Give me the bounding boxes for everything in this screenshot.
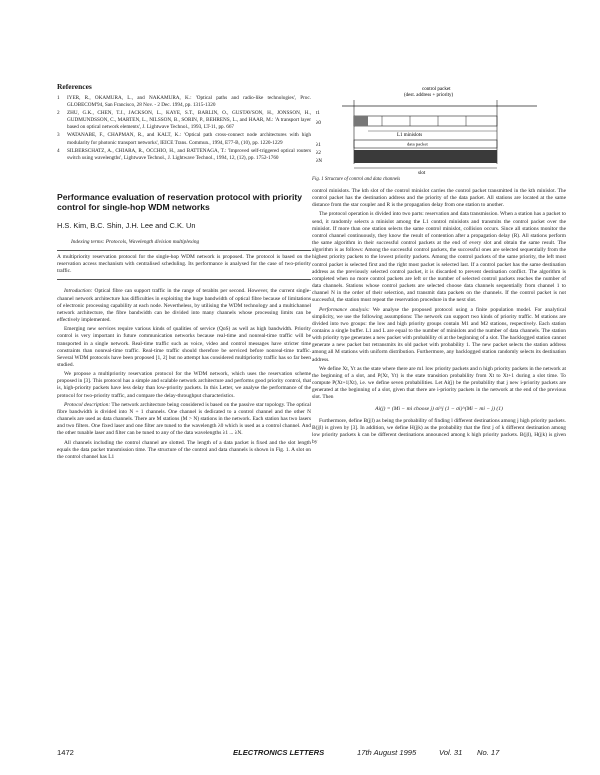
left-column xyxy=(57,82,311,463)
figure-caption: Fig. 1 Structure of control and data channels xyxy=(312,177,401,182)
body-paragraph: control minislots. The kth slot of the control minislot carries the control packet transmitted in the kth minislot. The control packet has the destination address and the priority of the data packet. All stations are located at the same distance from the star coupler and R is the propagation delay from one station to another. xyxy=(312,188,566,209)
indexing-terms: Indexing terms: Protocols, Wavelength division multiplexing xyxy=(71,238,200,245)
fig-data-slots xyxy=(354,150,497,163)
body-paragraph: We propose a multipriority reservation protocol for the WDM network, which uses the reservation scheme proposed in [3]. This protocol has a simple and scalable network architecture and performs good priority control, that is, high-priority packets have less delay than low-priority packets. In this Letter, we analyse the performance of the protocol for two-priority traffic, and compare the delay-throughput characteristics. xyxy=(57,371,311,399)
page-footer xyxy=(57,748,566,760)
fig-label-lambda0: λ0 xyxy=(316,121,321,126)
equation-1: Ai(j) = (Mi − mi choose j) σi^j (1 − σi)^(Mi − mi − j) (1) xyxy=(375,405,503,412)
fig-label-slot: slot xyxy=(418,171,426,176)
fig-control-channel xyxy=(354,116,497,126)
page-number: 1472 xyxy=(57,748,74,757)
body-paragraph: Introduction: Optical fibre can support traffic in the range of terabits per second. However, the current single-channel network architecture has difficulties in exploiting the huge bandwidth of optical fibre because of limitations of electronic processing capability at each node. Nevertheless, by utilising the WDM technology and a multichannel network architecture, the fibre bandwidth can be divided into many channels whose processing limits can be effectively implemented. xyxy=(57,288,311,324)
fig-label-lambda2: λ2 xyxy=(316,151,321,156)
body-paragraph: Performance analysis: We analyse the proposed protocol using a finite population model. For analytical simplicity, we use the following assumptions: The network can support two kinds of priority traffic. M stations are divided into two groups: the low and high priority groups contain M1 and M2 stations, respectively. Each station contains a single buffer. L1 and L are equal to the number of minislots and the number of data channels. The station with priority type generates a new packet with probability σi at the beginning of a slot. The backlogged station cannot generate a new packet but retransmits its old packet with probability 1. The new packet selects the station address among all M stations with uniform distribution. Furthermore, any backlogged station randomly selects its destination address. xyxy=(312,306,567,363)
body-paragraph: Furthermore, define B(j|l) as being the probability of finding l different destinations among j high priority packets. B(j|l) is given by [3]. In addition, we define H(j|k) as the probability that the first j of k different destination among low priority packets k can be different destinations announced among k high priority packets. B(j|l), H(j|k) is given by xyxy=(312,417,566,445)
fig-label-lambdaN: λN xyxy=(316,159,323,164)
references-heading: References xyxy=(57,82,92,91)
reference-item: 3 WATANABE, F., CHAPMAN, R., and KALT, K.: 'Optical path cross-connect node architectures with high modularity for photonic transport networks', IEICE Trans. Commun., 1994, E77-B, (10), pp. 1220-1229 xyxy=(57,132,311,146)
figure-1 xyxy=(312,84,566,188)
issue-date: 17th August 1995 xyxy=(357,748,417,757)
reference-item: 1 IYER, R., OKAMURA, L., and NAKAMURA, K.: 'Optical paths and radio-like technologies', Proc. GLOBECOM'94, San Francisco, 28 Nov. - 2 Dec. 1994, pp. 1315-1320 xyxy=(57,95,311,109)
body-paragraph: Emerging new services require various kinds of qualities of service (QoS) as well as high bandwidth. Priority control is very important in future communication networks because real-time and nonreal-time traffic will be transported in a single network. Real-time traffic such as voice, video and control messages have stricter time constraints than nonreal-time traffic. Real-time traffic should therefore be serviced before nonreal-time traffic. Several WDM protocols have been proposed [1, 2] but no attempt has considered multipriority traffic has so far been studied. xyxy=(57,326,311,369)
abstract: A multipriority reservation protocol for the single-hop WDM network is proposed. The protocol is based on the reservation access mechanism with centralised scheduling. Its performance is analysed for the case of two-priority traffic. xyxy=(57,250,311,281)
fig-label-lambda1: λ1 xyxy=(316,143,321,148)
article-title: Performance evaluation of reservation protocol with priority control for single-hop WDM networks xyxy=(57,191,302,213)
body-paragraph: All channels including the control channel are slotted. The length of a data packet is fixed and the slot length equals the data packet transmission time. The structure of the control and data channels is shown in Fig. 1. A slot on the control channel has L1 xyxy=(57,439,311,460)
journal-name: ELECTRONICS LETTERS xyxy=(233,748,325,757)
fig-minislot xyxy=(354,116,368,126)
body-paragraph: The protocol operation is divided into two parts: reservation and data transmission. When a station has a packet to send, it randomly selects a minislot among the L1 control minislots and transmits the control packet over the minislot. If more than one station selects the same control minislot, collision occurs. Since all stations monitor the control channel continuously, they know the result of contention after a propagation delay (R). All stations perform the same algorithm in their successful control packets at the end of every slot and obtain the same result. The algorithm is as follows: Among the successful control packets, the successful ones are selected sequentially from the highest priority packets to the lowest priority packets. Among the control packets of the same priority, the left most control packet is selected first and the right most packet is selected last. If a control packet has the same destination address as the previously selected control packet, it is discarded to prevent destination conflict. The algorithm is completed when no more control packets are left or the number of selected control packets reaches the number of data channels. Stations whose control packets are selected choose data channels sequentially from channel 1 to channel N in the order of their selection, and transmit data packets on the channels. If the control packet is not successful, the station must repeat the reservation procedure in the next slot. xyxy=(312,211,566,304)
fig-label-minislots: L1 minislots xyxy=(397,133,423,138)
fig-label-data-packet: data packet xyxy=(407,141,428,147)
fig-label-control-packet: control packet xyxy=(422,87,451,92)
issue-number: No. 17 xyxy=(477,748,500,757)
right-column xyxy=(312,188,566,448)
volume: Vol. 31 xyxy=(439,748,463,757)
channel-structure-diagram xyxy=(312,84,566,176)
fig-label-t1: t1 xyxy=(316,111,320,116)
reference-item: 2 ZHU, G.K., CHEN, T.J., JACKSON, L., KAYE, S.T., BARLIN, O., GUSTAVSON, H., JONSSON, H., GUDMUNDSSON, C., MARTEN, L., NILSSON, B., SORIN, P., BEHRENS, L., and HAAR, M.: 'A transport layer based on optical network elements', J. Lightwave Technol., 1993, LT-11, pp. 667 xyxy=(57,110,311,131)
reference-item: 4 SILBERSCHATZ, A., CHIARA, R., OCCHIO, H., and BATTENAGA, T.: 'Improved self-triggered optical routers switch using wavelengths', Lightwave Technol., J. Lightwave Technol., 1994, 12, (12), pp. 1752-1760 xyxy=(57,147,311,161)
fig-label-dest-address: (dest. address + priority) xyxy=(404,93,454,98)
article-authors: H.S. Kim, B.C. Shin, J.H. Lee and C.K. Un xyxy=(57,220,196,230)
body-paragraph: We define Xt, Yt as the state where there are m1 low priority packets and n high priority packets in the network at the beginning of a slot, and P(Xt, Yt) is the state transition probability from Xt to Xt+1 during a slot time. To compute P(Xt+1|Xt), i.e. we define seven probabilities. Let Ai(j) be the probability that j new i-priority packets are generated at the beginning of a slot, given that there are i-priority packets in the network at the end of the previous slot. Then xyxy=(312,365,566,401)
body-paragraph: Protocol description: The network architecture being considered is based on the passive star topology. The optical fibre bandwidth is divided into N + 1 channels. One channel is dedicated to a control channel and the other N channels are used as data channels. There are M stations (M > N) stations in the network. Each station has two lasers and two filters. One fixed laser and one filter are tuned to the wavelength λ0 which is used as a control channel. And the other tunable laser and filter can be tuned to any of the data wavelengths λ1 ... λN. xyxy=(57,401,312,437)
